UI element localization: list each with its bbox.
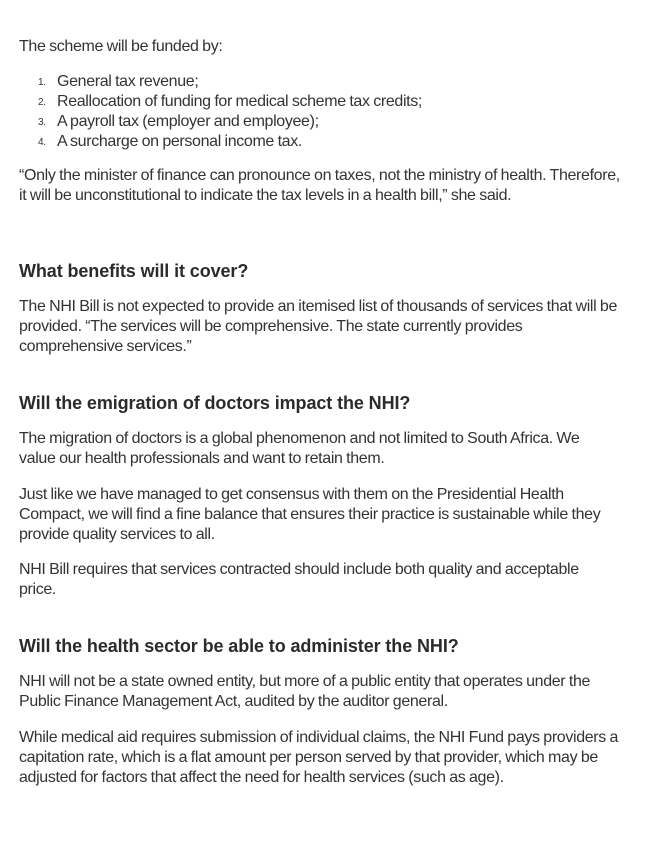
list-number: 1.: [38, 77, 46, 88]
list-number: 2.: [38, 97, 46, 108]
list-item: [19, 72, 630, 92]
section-heading: Will the emigration of doctors impact the NHI?: [19, 393, 411, 413]
section-paragraph: The NHI Bill is not expected to provide an itemised list of thousands of services that will be provided. “The services will be comprehensive. The state currently provides comprehensive services.”: [19, 298, 618, 355]
intro-paragraph: The scheme will be funded by:: [19, 38, 223, 55]
quote-paragraph: “Only the minister of finance can pronounce on taxes, not the ministry of health. Therefore, it will be unconstitutional to indicate the tax levels in a health bill,” she said.: [19, 167, 620, 204]
list-item: [19, 92, 630, 112]
list-item-text: General tax revenue;: [57, 73, 199, 90]
section-heading: What benefits will it cover?: [19, 261, 249, 281]
section-paragraph: Just like we have managed to get consensus with them on the Presidential Health Compact, we will find a fine balance that ensures their practice is sustainable while they provide quality services to all.: [19, 486, 601, 543]
section-paragraph: While medical aid requires submission of individual claims, the NHI Fund pays providers a capitation rate, which is a flat amount per person served by that provider, which may be adjusted for factors that affect the need for health services (such as age).: [19, 729, 619, 786]
list-item: [19, 112, 630, 132]
list-number: 4.: [38, 137, 46, 148]
list-item: [19, 132, 630, 152]
funding-list: [19, 72, 630, 152]
section-paragraph: NHI will not be a state owned entity, but more of a public entity that operates under the Public Finance Management Act, audited by the auditor general.: [19, 673, 591, 710]
list-item-text: A surcharge on personal income tax.: [57, 133, 302, 150]
list-item-text: Reallocation of funding for medical scheme tax credits;: [57, 93, 423, 110]
section-heading: Will the health sector be able to administer the NHI?: [19, 636, 459, 656]
list-item-text: A payroll tax (employer and employee);: [57, 113, 319, 130]
section-paragraph: NHI Bill requires that services contracted should include both quality and acceptable price.: [19, 561, 579, 598]
section-paragraph: The migration of doctors is a global phenomenon and not limited to South Africa. We value our health professionals and want to retain them.: [19, 430, 580, 467]
list-number: 3.: [38, 117, 46, 128]
